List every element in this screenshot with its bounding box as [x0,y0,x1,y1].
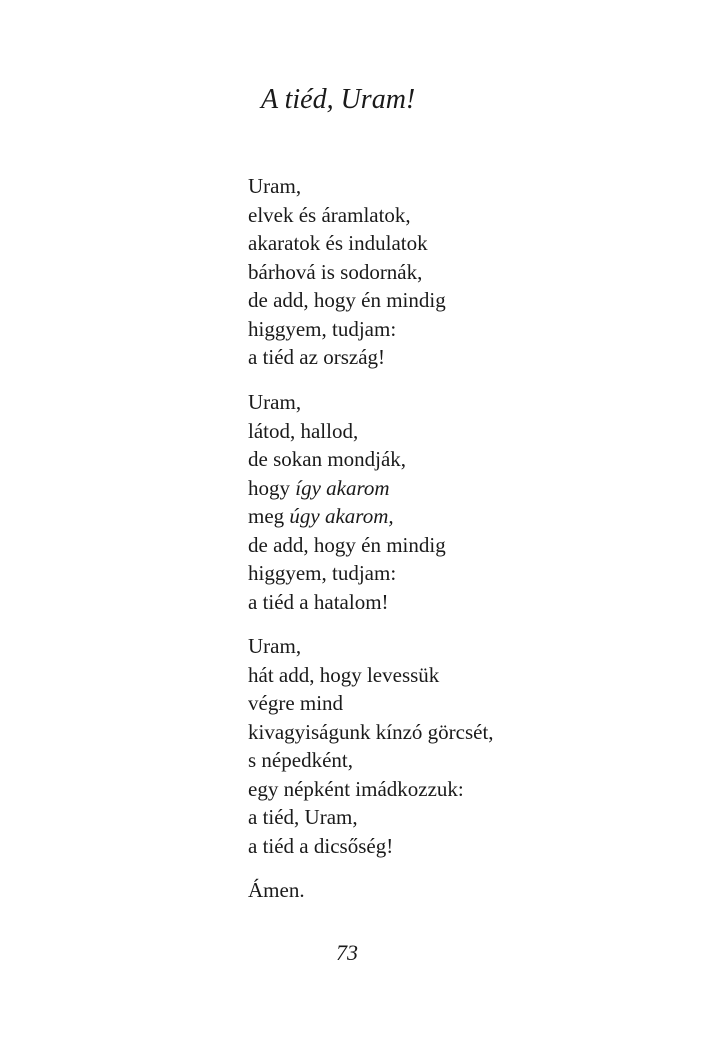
page-number: 73 [336,940,358,965]
poem-line: a tiéd, Uram, [248,805,358,829]
poem-line: végre mind [248,691,344,715]
poem-line: a tiéd a dicsőség! [248,833,394,858]
poem-line: hogy így akarom [248,475,390,500]
poem-title: A tiéd, Uram! [261,84,416,115]
poem-line: de add, hogy én mindig [248,288,446,312]
poem-line: hát add, hogy levessük [248,662,440,687]
poem-line: látod, hallod, [248,418,359,443]
poem-line: bárhová is sodornák, [248,259,423,284]
italic-phrase: így akarom [295,475,390,500]
poem-line: Uram, [248,390,302,414]
poem-line: Ámen. [248,878,305,902]
poem-line: Uram, [248,174,302,198]
poem-line: Uram, [248,634,302,658]
poem-line: higgyem, tudjam: [248,561,397,585]
poem-line: meg úgy akarom, [248,504,394,528]
stanza-2 [248,388,446,616]
poem-line: de sokan mondják, [248,447,407,471]
poem-line: akaratok és indulatok [248,231,428,255]
poem-line: egy népként imádkozzuk: [248,776,464,801]
stanza-4 [248,876,305,905]
stanza-1 [248,172,446,372]
poem-line: higgyem, tudjam: [248,316,397,341]
italic-phrase: úgy akarom, [289,504,394,528]
poem-line: a tiéd a hatalom! [248,589,389,614]
poem-line: a tiéd az ország! [248,345,386,369]
stanza-3 [248,632,494,860]
poem-line: s népedként, [248,748,353,772]
poem-line: elvek és áramlatok, [248,202,411,227]
poem-line: de add, hogy én mindig [248,532,446,557]
poem-line: kivagyiságunk kínzó görcsét, [248,719,494,744]
